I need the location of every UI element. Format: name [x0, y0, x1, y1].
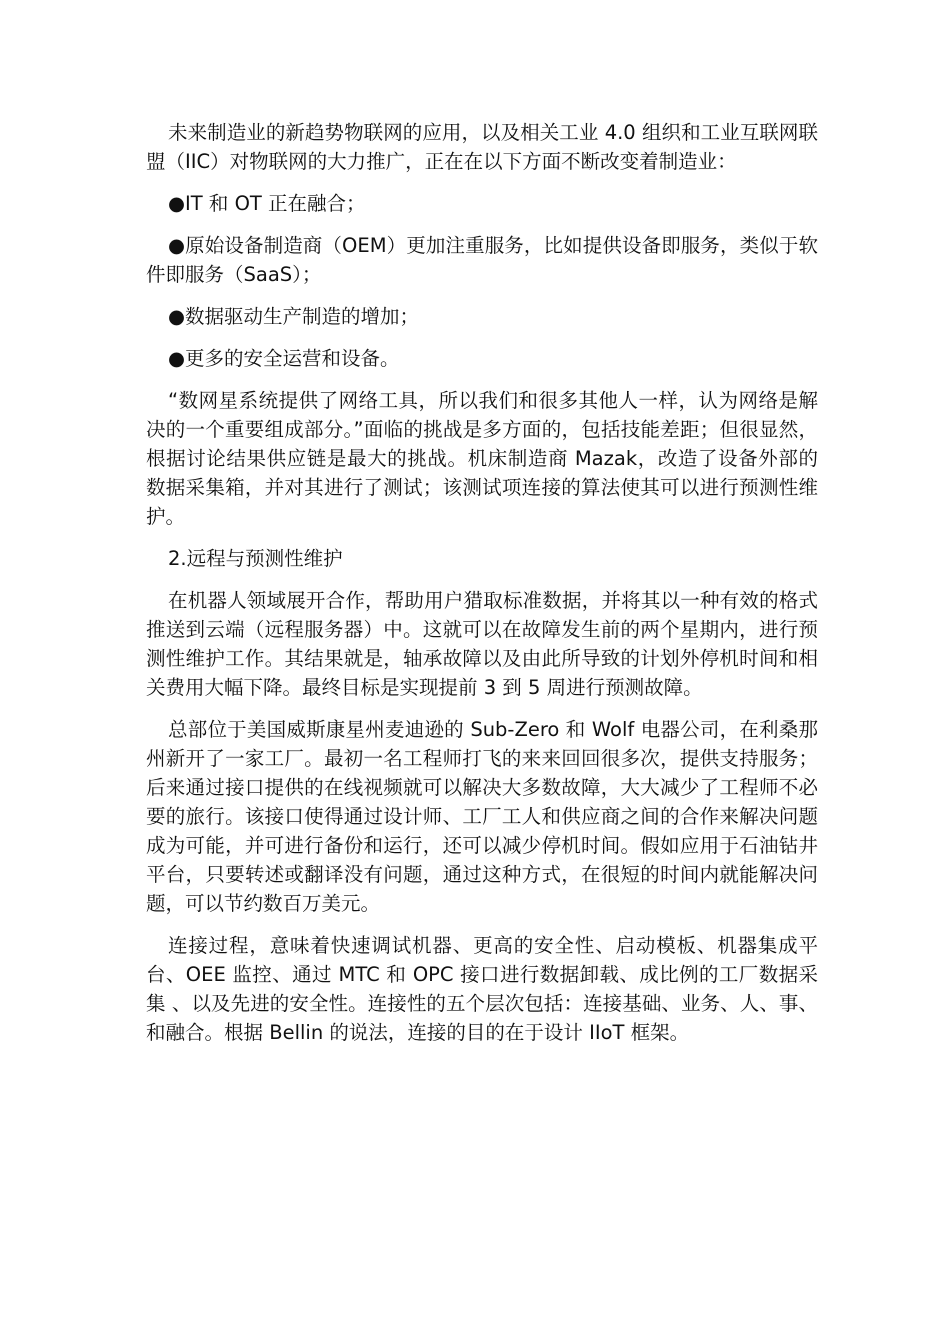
paragraph-robotics: 在机器人领域展开合作，帮助用户猎取标准数据，并将其以一种有效的格式推送到云端（远程服务器）中。这就可以在故障发生前的两个星期内，进行预测性维护工作。其结果就是，轴承故障以及由此所导致的计划外停机时间和相关费用大幅下降。最终目标是实现提前 3 到 5 周进行预测故障。: [146, 589, 818, 699]
paragraph-quote: “数网星系统提供了网络工具，所以我们和很多其他人一样，认为网络是解决的一个重要组成部分。”面临的挑战是多方面的，包括技能差距；但很显然，根据讨论结果供应链是最大的挑战。机床制造商 Mazak，改造了设备外部的数据采集箱，并对其进行了测试；该测试项连接的算法使其可以进行预测性维护。: [146, 389, 818, 528]
bullet-data-driven: ●数据驱动生产制造的增加；: [168, 305, 420, 328]
bullet-safety: ●更多的安全运营和设备。: [168, 347, 400, 370]
bullet-oem: ●原始设备制造商（OEM）更加注重服务，比如提供设备即服务，类似于软件即服务（SaaS）；: [146, 234, 818, 286]
paragraph-intro: 未来制造业的新趋势物联网的应用，以及相关工业 4.0 组织和工业互联网联盟（IIC）对物联网的大力推广，正在在以下方面不断改变着制造业：: [146, 121, 818, 173]
paragraph-connectivity: 连接过程，意味着快速调试机器、更高的安全性、启动模板、机器集成平台、OEE 监控、通过 MTC 和 OPC 接口进行数据卸载、成比例的工厂数据采集 、以及先进的安全性。连接性的五个层次包括：连接基础、业务、人、事、和融合。根据 Bellin 的说法，连接的目的在于设计 IIoT 框架。: [146, 934, 818, 1044]
section-heading: 2.远程与预测性维护: [168, 547, 343, 570]
paragraph-sub-zero: 总部位于美国威斯康星州麦迪逊的 Sub-Zero 和 Wolf 电器公司，在利桑那州新开了一家工厂。最初一名工程师打飞的来来回回很多次，提供支持服务；后来通过接口提供的在线视频就可以解决大多数故障，大大减少了工程师不必要的旅行。该接口使得通过设计师、工厂工人和供应商之间的合作来解决问题成为可能，并可进行备份和运行，还可以减少停机时间。假如应用于石油钻井平台，只要转述或翻译没有问题，通过这种方式，在很短的时间内就能解决问题，可以节约数百万美元。: [146, 718, 818, 915]
bullet-it-ot: ●IT 和 OT 正在融合；: [168, 192, 366, 215]
document-body: [146, 118, 818, 1060]
